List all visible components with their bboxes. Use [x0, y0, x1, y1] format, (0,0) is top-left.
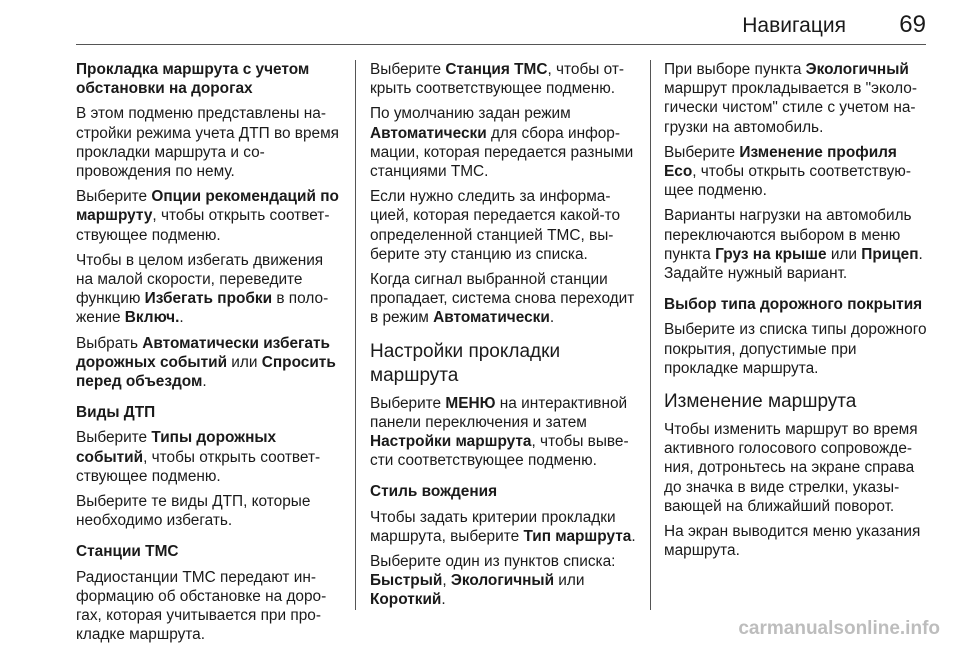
column-divider: [650, 60, 651, 610]
paragraph: Выберите Изменение профиля Eco, чтобы открыть соответствующее подменю.: [664, 143, 911, 200]
page-number: 69: [899, 11, 926, 38]
paragraph: Если нужно следить за информацией, которая передается какой-то определенной станцией TMC, выберите эту станцию из списка.: [370, 188, 621, 263]
paragraph: Выберите Станция TMC, чтобы открыть соответствующее подменю.: [370, 61, 625, 98]
subheading: Виды ДТП: [76, 404, 156, 422]
subheading: Выбор типа дорожного покрытия: [664, 296, 923, 314]
section-heading: Изменение маршрута: [664, 391, 857, 413]
paragraph: Выбрать Автоматически избегать дорожных событий или Спросить перед объездом.: [76, 334, 336, 391]
paragraph: Выберите из списка типы дорожного покрытия, допустимые при прокладке маршрута.: [664, 321, 927, 377]
page-title: Навигация: [742, 14, 846, 37]
header-rule: [76, 44, 926, 45]
paragraph: Чтобы в целом избегать движения на малой скорости, переведите функцию Избегать пробки в положение Включ..: [76, 251, 329, 327]
column-1: [76, 60, 342, 650]
column-divider: [355, 60, 356, 610]
section-heading: Настройки прокладки маршрута: [370, 340, 561, 386]
paragraph: Когда сигнал выбранной станции пропадает, система снова переходит в режим Автоматически.: [370, 271, 635, 327]
paragraph: Варианты нагрузки на автомобиль переключаются выбором в меню пункта Груз на крыше или Прицеп. Задайте нужный вариант.: [664, 207, 923, 283]
paragraph: Чтобы изменить маршрут во время активного голосового сопровождения, дотроньтесь на экране справа до значка в виде стрелки, указывающей на ближайший поворот.: [664, 421, 918, 515]
paragraph: Выберите МЕНЮ на интерактивной панели переключения и затем Настройки маршрута, чтобы вывести соответствующее подменю.: [370, 394, 629, 470]
paragraph: Чтобы задать критерии прокладки маршрута, выберите Тип маршрута.: [370, 508, 636, 545]
paragraph: Радиостанции TMC передают информацию об обстановке на дорогах, которая учитывается при прокладке маршрута.: [76, 568, 327, 644]
paragraph: При выборе пункта Экологичный маршрут прокладывается в "экологически чистом" стиле с учетом нагрузки на автомобиль.: [664, 61, 917, 136]
subheading: Стиль вождения: [370, 483, 498, 501]
subheading: Станции TMC: [76, 543, 179, 561]
paragraph: Выберите Типы дорожных событий, чтобы открыть соответствующее подменю.: [76, 429, 321, 485]
paragraph: Выберите те виды ДТП, которые необходимо избегать.: [76, 493, 311, 530]
column-3: [664, 60, 928, 566]
paragraph: На экран выводится меню указания маршрута.: [664, 523, 921, 560]
page-header: [76, 0, 926, 46]
subheading: Прокладка маршрута с учетом обстановки на дорогах: [76, 61, 310, 98]
watermark: carmanualsonline.info: [738, 618, 940, 639]
paragraph: Выберите один из пунктов списка: Быстрый, Экологичный или Короткий.: [370, 553, 616, 609]
column-2: [370, 60, 638, 616]
paragraph: Выберите Опции рекомендаций по маршруту, чтобы открыть соответствующее подменю.: [76, 188, 339, 244]
paragraph: В этом подменю представлены настройки режима учета ДТП во время прокладки маршрута и сопровождения по нему.: [76, 105, 340, 181]
paragraph: По умолчанию задан режим Автоматически для сбора информации, которая передается разными станциями TMC.: [370, 105, 634, 181]
